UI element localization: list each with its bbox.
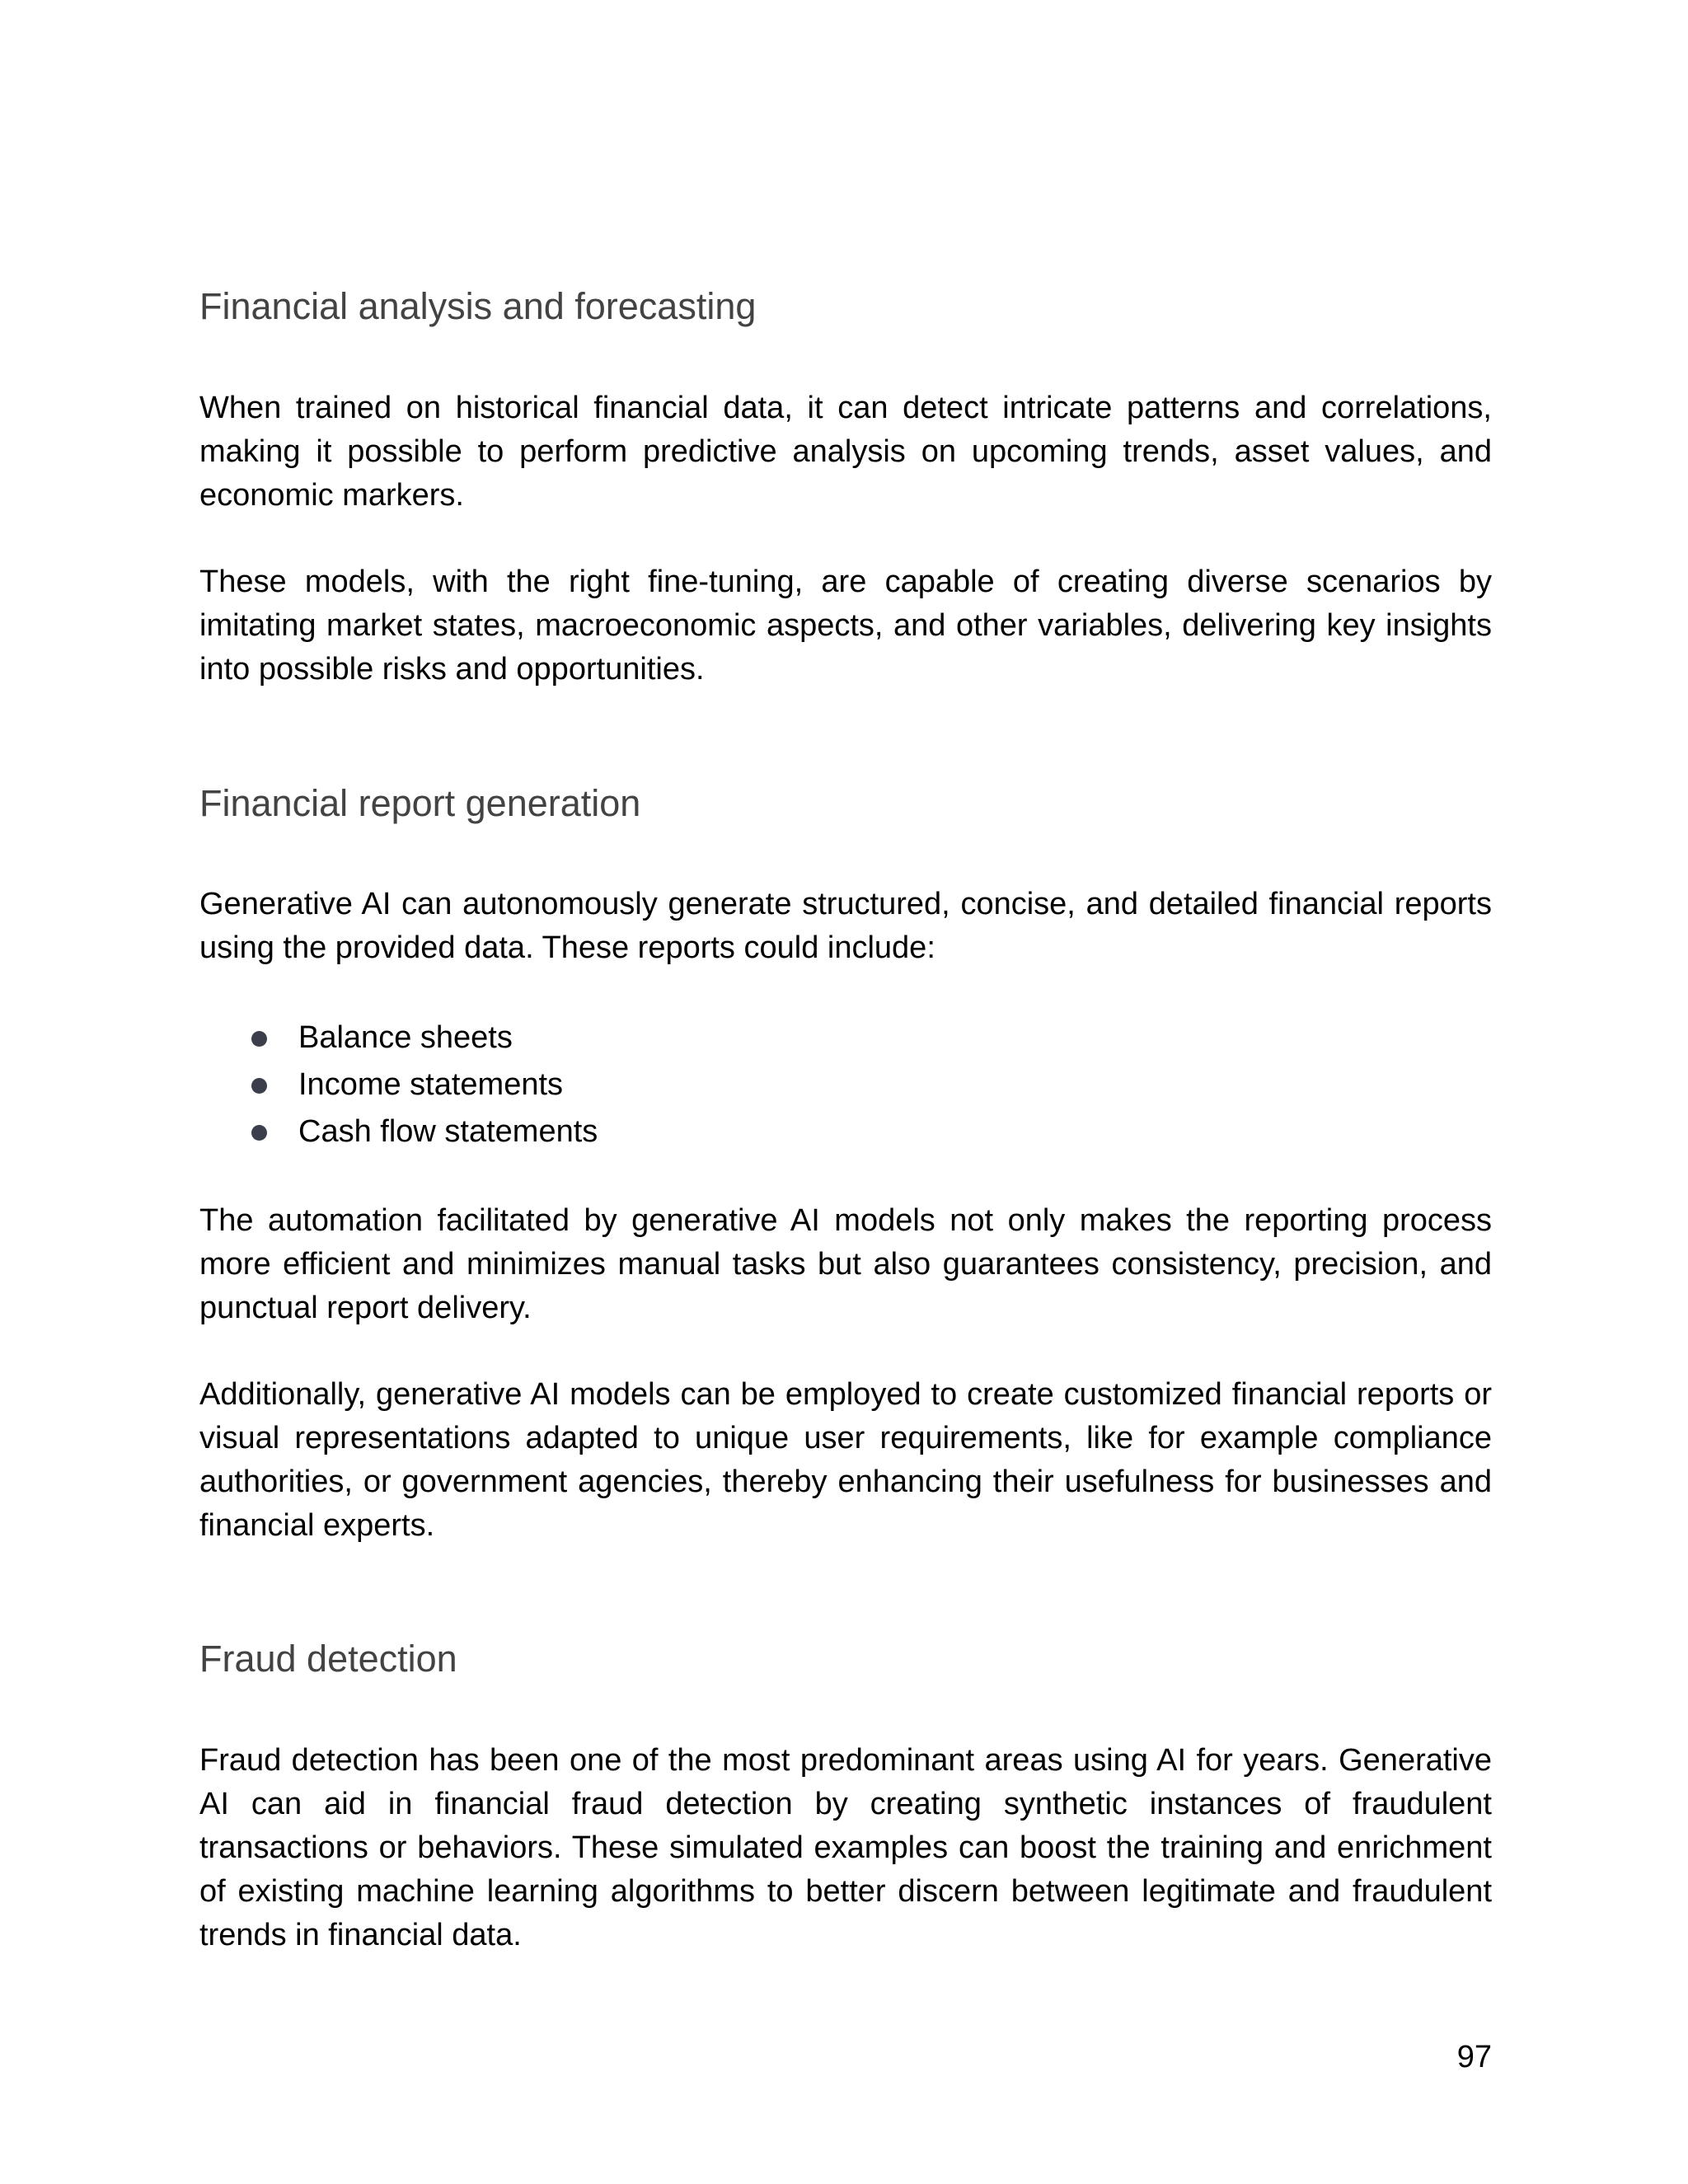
section-heading-fraud-detection: Fraud detection [199, 1638, 457, 1680]
paragraph-fraud-detection: Fraud detection has been one of the most predominant areas using AI for years. Generative AI can aid in financial fraud detection by creating synthetic instances of fraudulent transactions or behaviors. These simulated examples can boost the training and enrichment of existing machine learning algorithms to better discern between legitimate and fraudulent trends in financial data. [199, 1743, 1492, 1952]
bullet-icon [251, 1125, 267, 1141]
section-heading-report-generation: Financial report generation [199, 782, 641, 824]
paragraph-historical-data: When trained on historical financial data, it can detect intricate patterns and correlations, making it possible to perform predictive analysis on upcoming trends, asset values, and economic markers. [199, 391, 1492, 513]
bullet-icon [251, 1031, 267, 1047]
list-item-label: Cash flow statements [298, 1114, 598, 1149]
paragraph-report-intro: Generative AI can autonomously generate structured, concise, and detailed financial reports using the provided data. These reports could include: [199, 887, 1492, 965]
section-heading-financial-analysis: Financial analysis and forecasting [199, 285, 757, 327]
page-number: 97 [1456, 2040, 1492, 2074]
paragraph-scenarios: These models, with the right fine-tuning, are capable of creating diverse scenarios by imitating market states, macroeconomic aspects, and other variables, delivering key insights into possible risks and opportunities. [199, 565, 1492, 687]
list-item [199, 1062, 1492, 1108]
list-item [199, 1015, 1492, 1062]
paragraph-customized-reports: Additionally, generative AI models can be employed to create customized financial reports or visual representations adapted to unique user requirements, like for example compliance authorities, or government agencies, thereby enhancing their usefulness for businesses and financial experts. [199, 1377, 1492, 1543]
list-item [199, 1108, 1492, 1155]
report-types-list [199, 1015, 1492, 1155]
bullet-icon [251, 1078, 267, 1094]
list-item-label: Income statements [298, 1067, 564, 1102]
paragraph-automation: The automation facilitated by generative AI models not only makes the reporting process more efficient and minimizes manual tasks but also guarantees consistency, precision, and punctual report delivery. [199, 1203, 1492, 1325]
list-item-label: Balance sheets [298, 1020, 513, 1055]
